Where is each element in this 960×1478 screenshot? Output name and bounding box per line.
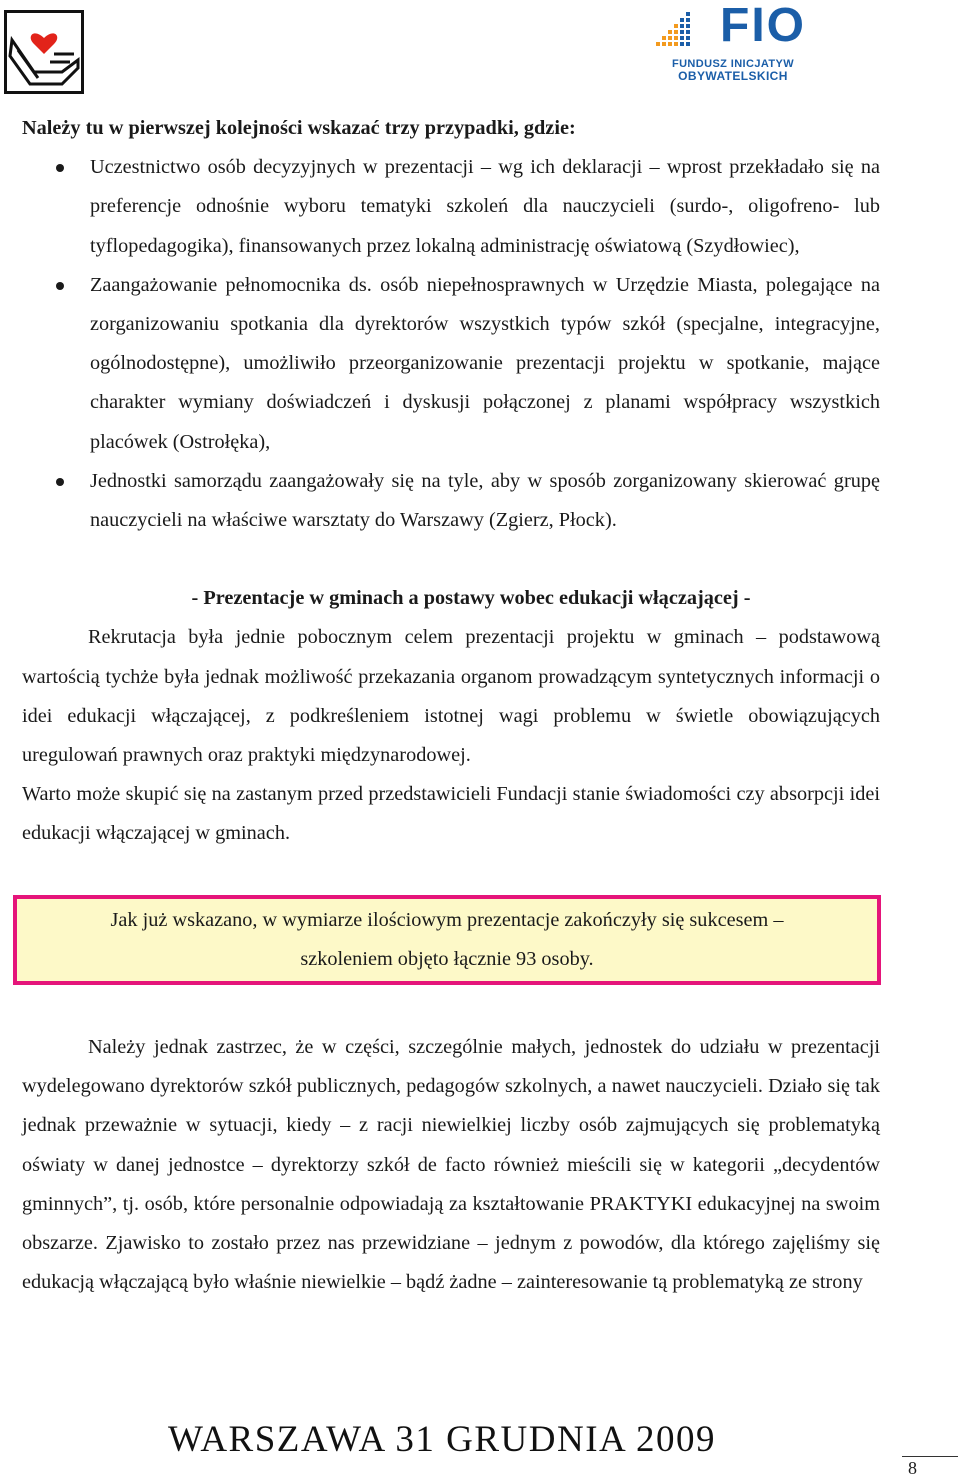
list-item-text: Zaangażowanie pełnomocnika ds. osób niepełnosprawnych w Urzędzie Miasta, polegające na zorganizowaniu spotkania dla dyrektorów wszystkich typów szkół (specjalne, integracyjne, ogólnodostępne), umożliwiło przeorganizowanie prezentacji projektu w spotkanie, mające charakter wymiany doświadczeń i dyskusji połączonej z planami współpracy wszystkich placówek (Ostrołęka), bbox=[90, 273, 880, 453]
bullet-icon bbox=[56, 478, 64, 486]
page-number-rule bbox=[902, 1456, 958, 1457]
bullet-icon bbox=[56, 164, 64, 172]
list-item-text: Jednostki samorządu zaangażowały się na tyle, aby w sposób zorganizowany skierować grupę nauczycieli na właściwe warsztaty do Warszawy (Zgierz, Płock). bbox=[90, 469, 880, 532]
highlight-box bbox=[13, 895, 881, 985]
document-body bbox=[22, 109, 880, 1302]
paragraph-recruitment: Rekrutacja była jednie pobocznym celem prezentacji projektu w gminach – podstawową wartością tychże była jednak możliwość przekazania organom prowadzącym syntetycznych informacji o idei edukacji włączającej, z podkreśleniem istotnej wagi problemu w świetle obowiązujących uregulowań prawnych oraz praktyki międzynarodowej. bbox=[22, 626, 880, 767]
section-title: - Prezentacje w gminach a postawy wobec edukacji włączającej - bbox=[191, 587, 751, 610]
highlight-line-2: szkoleniem objęto łącznie 93 osoby. bbox=[300, 947, 594, 970]
paragraph-awareness: Warto może skupić się na zastanym przed przedstawicieli Fundacji stanie świadomości czy absorpcji idei edukacji włączającej w gminach. bbox=[22, 783, 880, 845]
fio-logo-subtitle-1: FUNDUSZ INICJATYW bbox=[671, 58, 795, 70]
fio-logo-subtitle-2: OBYWATELSKICH bbox=[678, 69, 788, 83]
page-number: 8 bbox=[908, 1458, 917, 1478]
fio-logo-text: FIO bbox=[720, 0, 806, 52]
list-item bbox=[22, 266, 880, 462]
highlight-line-1: Jak już wskazano, w wymiarze ilościowym prezentacje zakończyły się sukcesem – bbox=[110, 908, 784, 931]
bullet-icon bbox=[56, 282, 64, 290]
list-item bbox=[22, 148, 880, 266]
list-item bbox=[22, 462, 880, 540]
bullet-list bbox=[22, 148, 880, 540]
paragraph-closing: Należy jednak zastrzec, że w części, szczególnie małych, jednostek do udziału w prezentacji wydelegowano dyrektorów szkół publicznych, pedagogów szkolnych, a nawet nauczycieli. Działo się tak jednak przeważnie w sytuacji, kiedy – z racji niewielkiej liczby osób zajmujących się problematyką oświaty w danej jednostce – dyrektorzy szkół de facto również mieścili się w kategorii „decydentów gminnych”, tj. osób, które personalnie odpowiadają za kształtowanie PRAKTYKI edukacyjnej na swoim obszarze. Zjawisko to zostało przez nas przewidziane – jednym z powodów, dla którego zajęliśmy się edukacją włączającą było właśnie niewielkie – bądź żadne – zainteresowanie tą problematyką ze strony bbox=[22, 1036, 880, 1294]
footer-date: WARSZAWA 31 GRUDNIA 2009 bbox=[168, 1419, 716, 1460]
hand-heart-logo-icon bbox=[4, 10, 84, 94]
list-item-text: Uczestnictwo osób decyzyjnych w prezentacji – wg ich deklaracji – wprost przekładało się na preferencje odnośnie wyboru tematyki szkoleń dla nauczycieli (surdo-, oligofreno- lub tyflopedagogika), finansowanych przez lokalną administrację oświatową (Szydłowiec), bbox=[90, 156, 880, 257]
intro-heading: Należy tu w pierwszej kolejności wskazać trzy przypadki, gdzie: bbox=[22, 117, 576, 139]
